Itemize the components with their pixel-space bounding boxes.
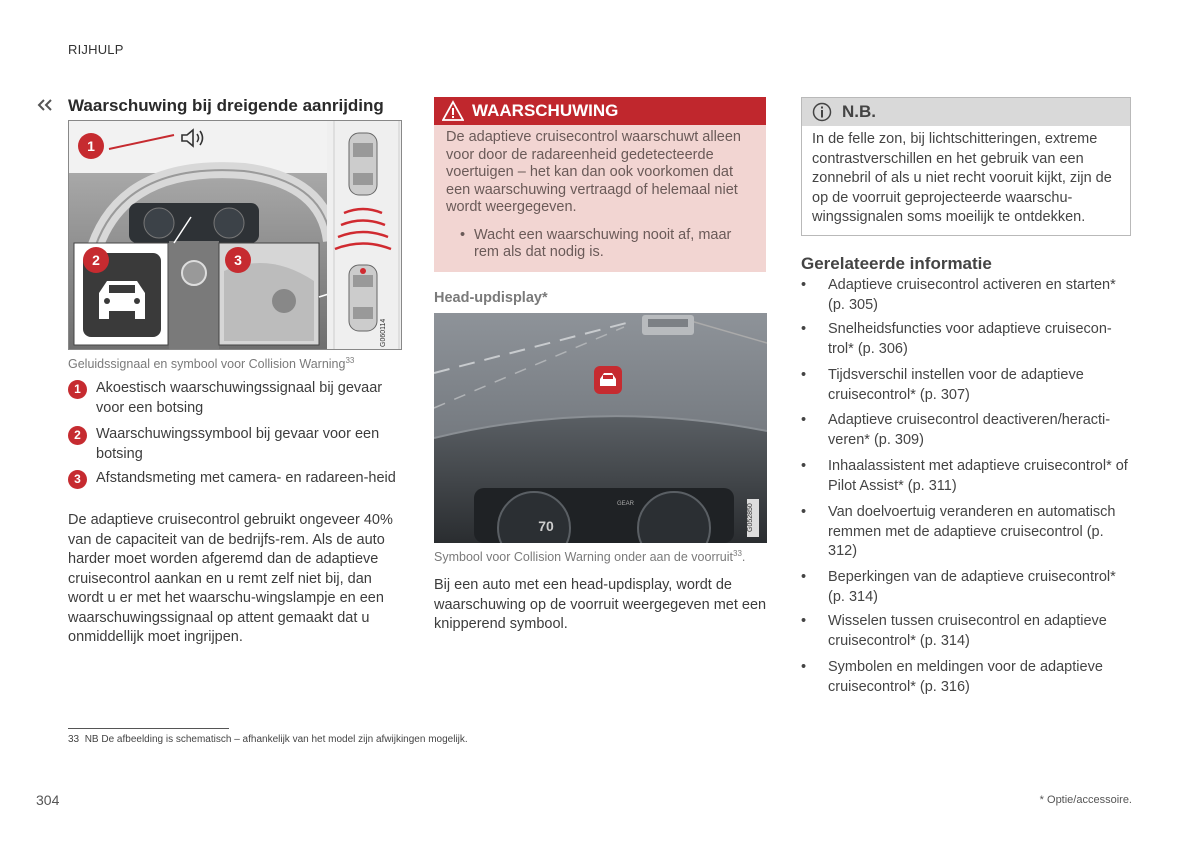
hud-illustration [434, 313, 767, 543]
warning-triangle-icon [442, 100, 464, 122]
related-link[interactable]: • Beperkingen van de adaptieve cruisecontrol* (p. 314) [801, 569, 1116, 605]
section-header: RIJHULP [68, 42, 124, 57]
note-text: In de felle zon, bij lichtschitteringen, extreme contrastverschillen en het gebruik van een zonnebril of als u niet recht vooruit kijkt, zijn de op de voorruit geprojecteerde waarschu-wingssignalen soms moeilijk te ontdekken. [812, 131, 1112, 225]
hud-subheading: Head-updisplay* [434, 290, 548, 306]
hud-paragraph: Bij een auto met een head-updisplay, wordt de waarschuwing op de voorruit weergegeven met een knipperend symbool. [434, 577, 767, 632]
related-link[interactable]: • Van doelvoertuig veranderen en automatisch remmen met de adaptieve cruisecontrol (p. 312) [801, 504, 1116, 559]
speed-reading: 70 [538, 518, 554, 534]
callout-item-1: 1 Akoestisch waarschuwingssignaal bij gevaar voor een botsing [68, 379, 398, 418]
info-icon [812, 102, 832, 122]
note-box [801, 97, 1131, 236]
related-link[interactable]: • Tijdsverschil instellen voor de adaptieve cruisecontrol* (p. 307) [801, 367, 1084, 403]
related-info-title: Gerelateerde informatie [801, 254, 992, 273]
warning-bullet: • Wacht een waarschuwing nooit af, maar rem als dat nodig is. [446, 227, 756, 262]
callout-badge-3: 3 [225, 247, 251, 273]
related-link[interactable]: • Snelheidsfuncties voor adaptieve cruisecon-trol* (p. 306) [801, 321, 1112, 357]
hud-caption: Symbool voor Collision Warning onder aan de voorruit$^{33}$. [434, 549, 746, 565]
svg-text:GEAR: GEAR [617, 501, 635, 507]
related-link[interactable]: • Inhaalassistent met adaptieve cruisecontrol* of Pilot Assist* (p. 311) [801, 458, 1128, 494]
section-title: Waarschuwing bij dreigende aanrijding [68, 96, 384, 115]
page-number: 304 [36, 792, 60, 808]
warning-text: De adaptieve cruisecontrol waarschuwt alleen voor door de radareenheid gedetecteerde voertuigen – het kan dan ook voorkomen dat een waarschuwing vertraagd of helemaal niet wordt weergegeven. [446, 129, 741, 215]
callout-item-3: 3 Afstandsmeting met camera- en radareen-heid [68, 469, 398, 489]
warning-box [434, 97, 766, 272]
collision-warning-illustration [68, 120, 402, 350]
speaker-icon [179, 127, 207, 149]
warning-header [434, 97, 766, 125]
footnote: 33 NB De afbeelding is schematisch – afhankelijk van het model zijn afwijkingen mogelijk. [68, 734, 468, 745]
warning-title: WAARSCHUWING [472, 101, 619, 120]
image-code: G052850 [747, 499, 759, 537]
callout-badge-2: 2 [83, 247, 109, 273]
footer-note: * Optie/accessoire. [1039, 794, 1132, 806]
note-title: N.B. [842, 102, 876, 121]
note-header [802, 98, 1130, 126]
footnote-divider [68, 728, 229, 729]
related-link[interactable]: • Wisselen tussen cruisecontrol en adaptieve cruisecontrol* (p. 314) [801, 613, 1107, 649]
callout-item-2: 2 Waarschuwingssymbool bij gevaar voor een botsing [68, 425, 398, 464]
related-link[interactable]: • Symbolen en meldingen voor de adaptieve cruisecontrol* (p. 316) [801, 659, 1103, 695]
callout-badge-1: 1 [78, 133, 104, 159]
image-code: G060114 [380, 318, 387, 347]
related-link[interactable]: • Adaptieve cruisecontrol deactiveren/heracti-veren* (p. 309) [801, 412, 1111, 448]
left-paragraph: De adaptieve cruisecontrol gebruikt ongeveer 40% van de capaciteit van de bedrijfs-rem. Als de auto harder moet worden afgeremd dan de adaptieve cruisecontrol aankan en u remt zelf niet bij, dan wordt u er met het waarschu-wingslampje en een waarschuwingssignaal op attent gemaakt dat u onmiddellijk moet ingrijpen. [68, 512, 393, 645]
double-chevron-left-icon[interactable] [36, 98, 54, 112]
figure-caption: Geluidssignaal en symbool voor Collision Warning$^{33}$ [68, 356, 355, 372]
related-link[interactable]: • Adaptieve cruisecontrol activeren en starten* (p. 305) [801, 277, 1116, 313]
